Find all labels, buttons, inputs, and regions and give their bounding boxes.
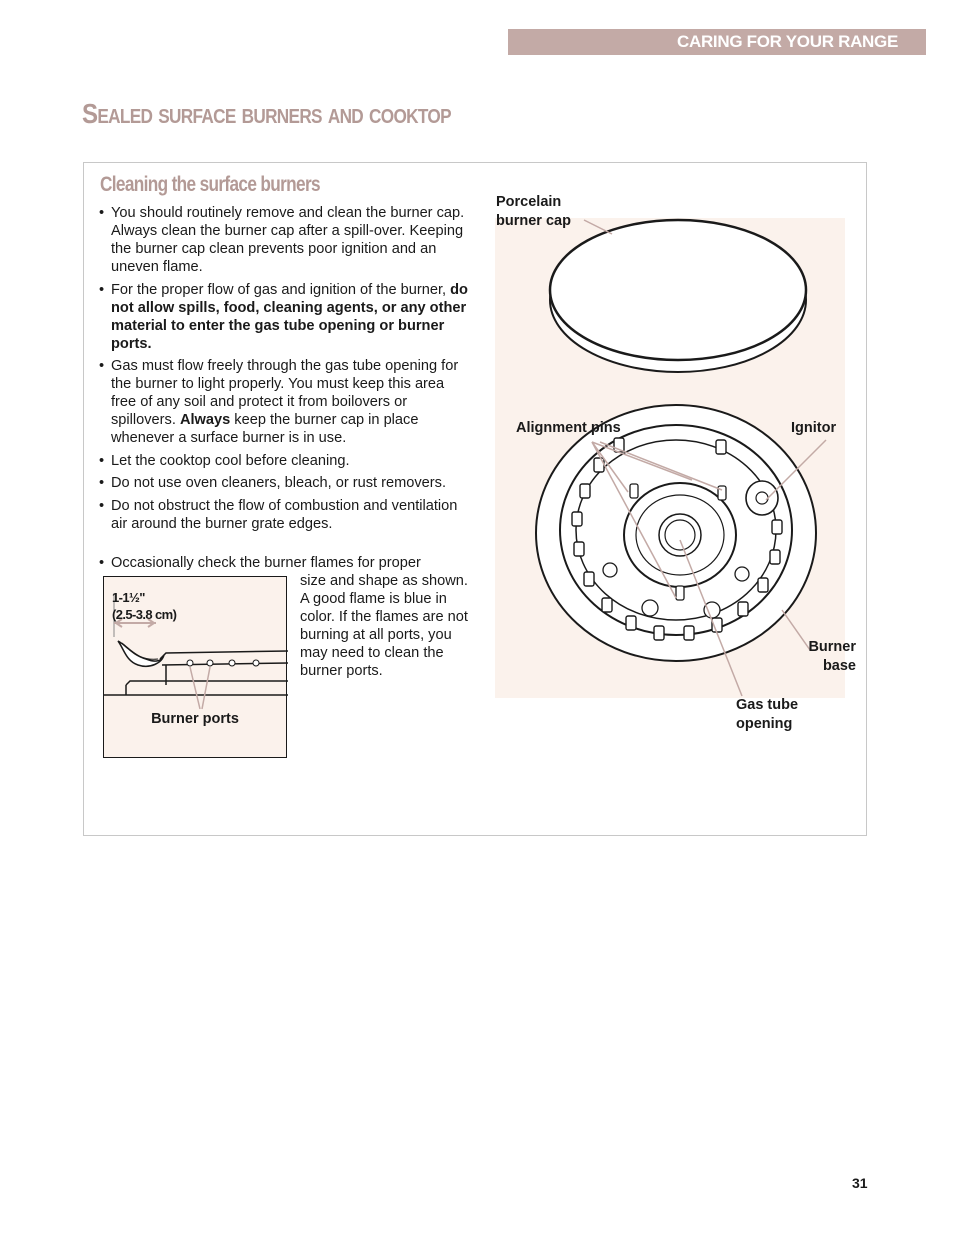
porcelain-burner-cap-label: Porcelain burner cap (496, 194, 571, 229)
list-item: • Do not obstruct the flow of combustion and ventilation air around the burner grate edges. (98, 497, 468, 533)
list-item: • Let the cooktop cool before cleaning. (98, 452, 468, 470)
page-title: Sealed surface burners and cooktop (82, 98, 451, 129)
list-item-flames-continued: size and shape as shown. A good flame is blue in color. If the flames are not burning at all ports, you may need to clean the burner ports. (300, 573, 468, 679)
list-item-flames: • Occasionally check the burner flames for proper (98, 554, 468, 572)
burner-diagram (480, 190, 860, 710)
flame-height-measure: 1-1½" (2.5-3.8 cm) (112, 590, 177, 622)
section-header-label: CARING FOR YOUR RANGE (676, 32, 898, 51)
section-header-bar (508, 29, 926, 55)
section-heading: Cleaning the surface burners (100, 173, 320, 196)
instruction-list (98, 204, 468, 537)
list-item: • You should routinely remove and clean the burner cap. Always clean the burner cap after a spill-over. Keeping the burner cap clean prevents poor ignition and an uneven flame. (98, 204, 468, 276)
list-item: • Gas must flow freely through the gas tube opening for the burner to light properly. You must keep this area free of any soil and protect it from boilovers or spillovers. Always keep the burner cap in place whenever a surface burner is in use. (98, 357, 468, 447)
burner-ports-label: Burner ports (151, 711, 239, 727)
alignment-pins-label: Alignment pins (516, 420, 621, 436)
page-number: 31 (852, 1175, 868, 1191)
gas-tube-opening-label: Gas tube opening (736, 697, 799, 732)
list-item: • Do not use oven cleaners, bleach, or rust removers. (98, 474, 468, 492)
burner-base-label: Burner base (808, 639, 856, 674)
flame-illustration (103, 576, 287, 758)
ignitor-label: Ignitor (791, 420, 837, 436)
list-item: • For the proper flow of gas and ignition of the burner, do not allow spills, food, cleaning agents, or any other material to enter the gas tube opening or burner ports. (98, 281, 468, 353)
